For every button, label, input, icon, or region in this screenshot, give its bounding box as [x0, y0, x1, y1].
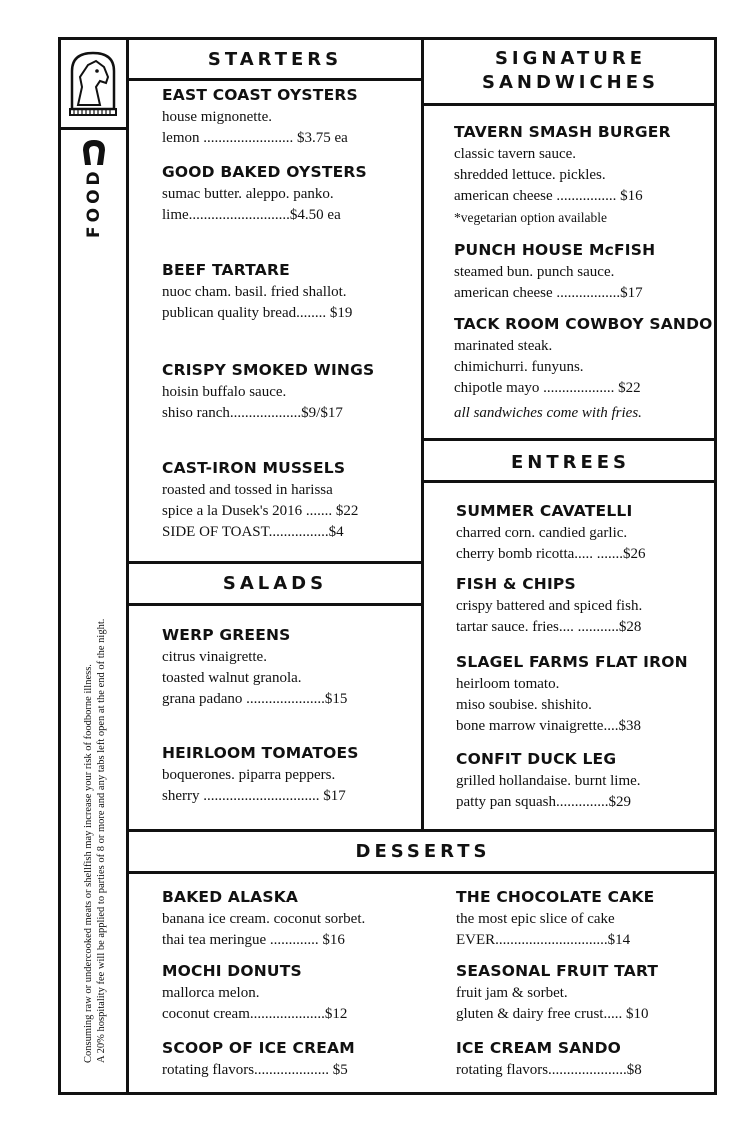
entrees-heading-rule: [421, 480, 717, 483]
center-divider: [421, 37, 424, 831]
item-description: fruit jam & sorbet.: [456, 985, 568, 1001]
item-price-line: coconut cream....................$12: [162, 1006, 348, 1022]
item-price-line: spice a la Dusek's 2016 ....... $22: [162, 503, 359, 519]
item-name: THE CHOCOLATE CAKE: [456, 888, 655, 906]
entrees-heading: ENTREES: [510, 452, 631, 473]
desserts-top-rule: [126, 829, 717, 832]
item-price-line: bone marrow vinaigrette....$38: [456, 718, 641, 734]
item-name: SLAGEL FARMS FLAT IRON: [456, 653, 688, 671]
item-description: toasted walnut granola.: [162, 670, 302, 686]
item-name: BEEF TARTARE: [162, 261, 290, 279]
disclaimer-line-1: Consuming raw or undercooked meats or shellfish may increase your risk of foodborne illness.: [83, 664, 94, 1063]
item-description: chimichurri. funyuns.: [454, 359, 584, 375]
item-price-line: grana padano .....................$15: [162, 691, 348, 707]
item-name: FISH & CHIPS: [456, 575, 576, 593]
item-name: MOCHI DONUTS: [162, 962, 302, 980]
item-name: TACK ROOM COWBOY SANDO: [454, 315, 713, 333]
item-name: HEIRLOOM TOMATOES: [162, 744, 359, 762]
desserts-heading: DESSERTS: [355, 841, 491, 862]
sidebar-logo-divider: [58, 127, 128, 130]
item-description: heirloom tomato.: [456, 676, 560, 692]
item-price-line: sherry ............................... $17: [162, 788, 346, 804]
item-description: charred corn. candied garlic.: [456, 525, 628, 541]
menu-item-summer-cavatelli: [456, 500, 646, 565]
item-description: banana ice cream. coconut sorbet.: [162, 911, 366, 927]
item-name: EAST COAST OYSTERS: [162, 86, 358, 104]
item-description: crispy battered and spiced fish.: [456, 598, 643, 614]
menu-item-mochi-donuts: [162, 960, 347, 1025]
item-name: WERP GREENS: [162, 626, 291, 644]
item-name: CONFIT DUCK LEG: [456, 750, 617, 768]
item-description: the most epic slice of cake: [456, 911, 615, 927]
item-price-line: patty pan squash..............$29: [456, 794, 631, 810]
entrees-top-rule: [421, 438, 717, 441]
item-name: CRISPY SMOKED WINGS: [162, 361, 375, 379]
item-name: TAVERN SMASH BURGER: [454, 123, 671, 141]
item-price-line: lime...........................$4.50 ea: [162, 207, 341, 223]
item-price-line: thai tea meringue ............. $16: [162, 932, 345, 948]
menu-item-scoop-of-ice-cream: [162, 1037, 355, 1081]
food-label: FOOD: [84, 167, 104, 238]
menu-item-slagel-farms-flat-iron: [456, 651, 688, 737]
menu-item-heirloom-tomatoes: [162, 742, 359, 807]
sidebar-divider: [126, 37, 129, 1095]
starters-heading-rule: [126, 78, 423, 81]
sandwiches-heading-line-1: SIGNATURE: [494, 48, 647, 69]
menu-item-baked-alaska: [162, 886, 365, 951]
item-price-line: lemon ........................ $3.75 ea: [162, 130, 348, 146]
menu-item-werp-greens: [162, 624, 347, 710]
menu-item-seasonal-fruit-tart: [456, 960, 658, 1025]
item-description: classic tavern sauce.: [454, 146, 577, 162]
sandwiches-heading-rule: [421, 103, 717, 106]
menu-item-ice-cream-sando: [456, 1037, 642, 1081]
item-price-line: rotating flavors.....................$8: [456, 1062, 642, 1078]
menu-item-tavern-smash-burger: [454, 121, 671, 228]
item-note: *vegetarian option available: [454, 210, 607, 225]
disclaimer: [82, 619, 108, 1063]
horse-head-icon: [66, 47, 120, 121]
menu-item-beef-tartare: [162, 259, 352, 324]
item-name: SEASONAL FRUIT TART: [456, 962, 659, 980]
item-price-line: rotating flavors.................... $5: [162, 1062, 348, 1078]
menu-item-east-coast-oysters: [162, 84, 358, 149]
item-price-line: EVER..............................$14: [456, 932, 631, 948]
item-description: miso soubise. shishito.: [456, 697, 592, 713]
menu-item-confit-duck-leg: [456, 748, 641, 813]
item-name: PUNCH HOUSE McFISH: [454, 241, 656, 259]
item-price-line: tartar sauce. fries.... ...........$28: [456, 619, 642, 635]
menu-item-tack-room-cowboy-sando: [454, 313, 713, 399]
item-price-line: publican quality bread........ $19: [162, 305, 353, 321]
item-description: shredded lettuce. pickles.: [454, 167, 606, 183]
item-description: boquerones. piparra peppers.: [162, 767, 336, 783]
starters-heading: STARTERS: [207, 49, 343, 70]
item-name: ICE CREAM SANDO: [456, 1039, 622, 1057]
item-price-line: american cheese ................ $16: [454, 188, 643, 204]
item-price-line: shiso ranch...................$9/$17: [162, 405, 343, 421]
item-description: steamed bun. punch sauce.: [454, 264, 615, 280]
item-price-line: chipotle mayo ................... $22: [454, 380, 641, 396]
salads-heading-rule: [126, 603, 423, 606]
salads-top-rule: [126, 561, 423, 564]
item-name: BAKED ALASKA: [162, 888, 299, 906]
item-description: house mignonette.: [162, 109, 272, 125]
item-description: grilled hollandaise. burnt lime.: [456, 773, 641, 789]
desserts-heading-rule: [126, 871, 717, 874]
menu-item-crispy-smoked-wings: [162, 359, 374, 424]
item-price-line: cherry bomb ricotta..... .......$26: [456, 546, 646, 562]
menu-item-the-chocolate-cake: [456, 886, 654, 951]
item-name: GOOD BAKED OYSTERS: [162, 163, 367, 181]
item-description: sumac butter. aleppo. panko.: [162, 186, 334, 202]
sandwiches-heading-line-2: SANDWICHES: [482, 72, 659, 93]
menu-item-punch-house-mcfish: [454, 239, 655, 304]
horseshoe-icon: [80, 138, 108, 168]
menu-item-fish-and-chips: [456, 573, 642, 638]
salads-heading: SALADS: [222, 573, 328, 594]
item-price-line: gluten & dairy free crust..... $10: [456, 1006, 649, 1022]
item-description: marinated steak.: [454, 338, 553, 354]
menu-item-good-baked-oysters: [162, 161, 367, 226]
item-name: SCOOP OF ICE CREAM: [162, 1039, 355, 1057]
disclaimer-line-2: A 20% hospitality fee will be applied to parties of 8 or more and any tabs left open at the end of the night.: [96, 618, 107, 1063]
item-description: hoisin buffalo sauce.: [162, 384, 287, 400]
item-description: nuoc cham. basil. fried shallot.: [162, 284, 347, 300]
item-name: SUMMER CAVATELLI: [456, 502, 633, 520]
menu-item-cast-iron-mussels: [162, 457, 358, 543]
item-description: roasted and tossed in harissa: [162, 482, 333, 498]
item-price-line: american cheese .................$17: [454, 285, 643, 301]
item-description: mallorca melon.: [162, 985, 260, 1001]
sandwiches-fries-note: all sandwiches come with fries.: [454, 405, 642, 421]
item-description: citrus vinaigrette.: [162, 649, 267, 665]
item-side-line: SIDE OF TOAST................$4: [162, 524, 344, 540]
item-name: CAST-IRON MUSSELS: [162, 459, 346, 477]
